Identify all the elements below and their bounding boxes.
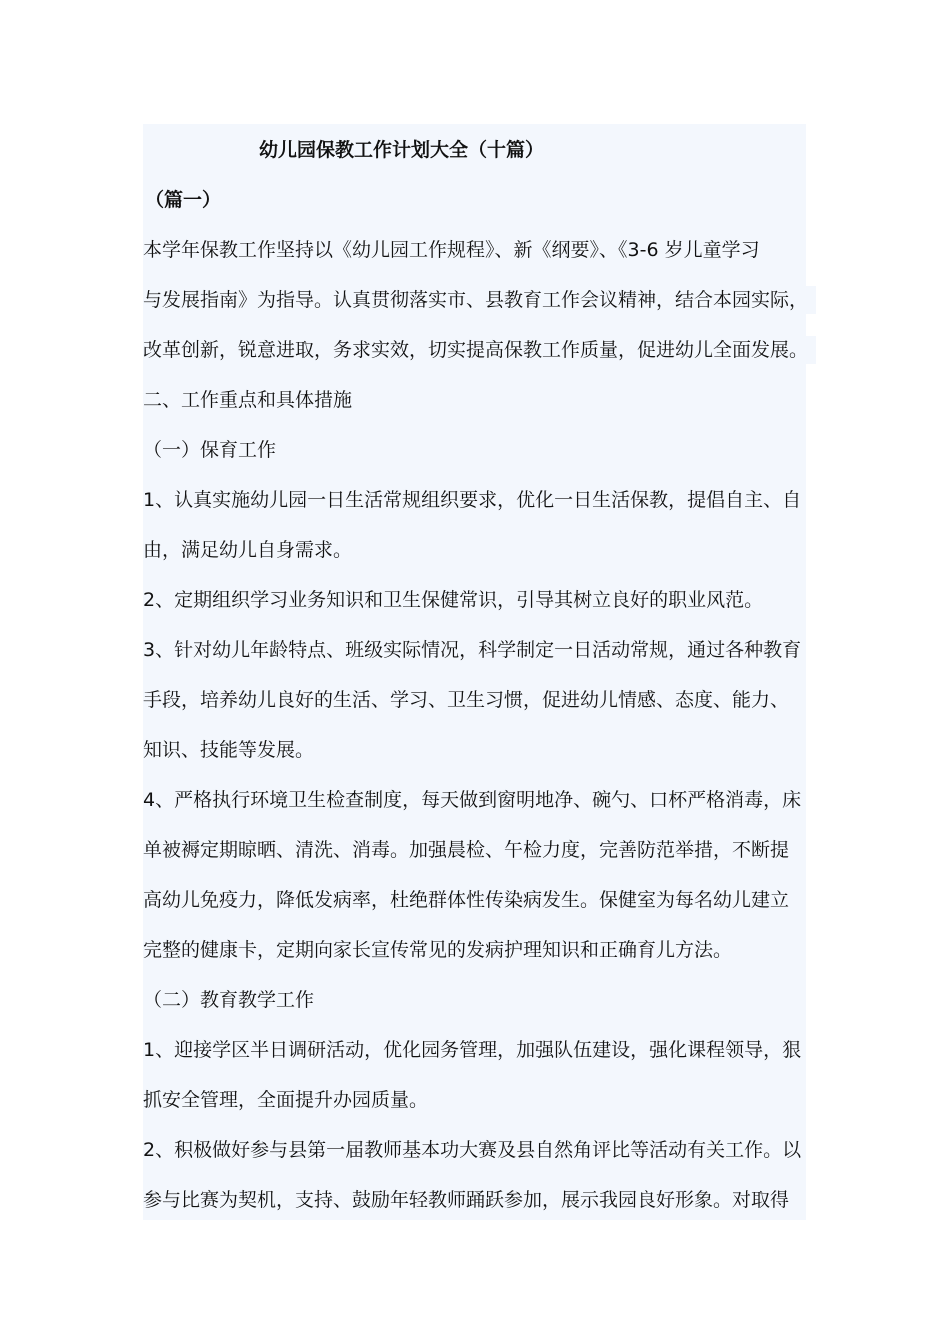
paragraph-line: 与发展指南》为指导。认真贯彻落实市、县教育工作会议精神，结合本园实际， <box>143 286 816 314</box>
paragraph-line: 2、积极做好参与县第一届教师基本功大赛及县自然角评比等活动有关工作。以 <box>143 1139 802 1161</box>
document-title: 幼儿园保教工作计划大全（十篇） <box>259 139 545 161</box>
paragraph-line: 单被褥定期晾晒、清洗、消毒。加强晨检、午检力度，完善防范举措，不断提 <box>143 839 790 861</box>
paragraph-line: 3、针对幼儿年龄特点、班级实际情况，科学制定一日活动常规，通过各种教育 <box>143 639 802 661</box>
paragraph-line: 参与比赛为契机，支持、鼓励年轻教师踊跃参加，展示我园良好形象。对取得 <box>143 1189 790 1211</box>
section-label: （篇一） <box>145 189 222 211</box>
paragraph-line: 4、严格执行环境卫生检查制度，每天做到窗明地净、碗勺、口杯严格消毒，床 <box>143 789 802 811</box>
paragraph-line: 手段，培养幼儿良好的生活、学习、卫生习惯，促进幼儿情感、态度、能力、 <box>143 689 790 711</box>
section-heading: 二、工作重点和具体措施 <box>143 389 353 411</box>
document-body <box>143 124 809 1220</box>
subsection-heading: （一）保育工作 <box>143 439 277 461</box>
paragraph-line: 2、定期组织学习业务知识和卫生保健常识，引导其树立良好的职业风范。 <box>143 589 764 611</box>
paragraph-line: 由，满足幼儿自身需求。 <box>143 539 353 561</box>
paragraph-line: 本学年保教工作坚持以《幼儿园工作规程》、新《纲要》、《3-6 岁儿童学习 <box>143 239 760 261</box>
paragraph-line: 1、认真实施幼儿园一日生活常规组织要求，优化一日生活保教，提倡自主、自 <box>143 489 802 511</box>
paragraph-line: 高幼儿免疫力，降低发病率，杜绝群体性传染病发生。保健室为每名幼儿建立 <box>143 889 790 911</box>
paragraph-line: 抓安全管理，全面提升办园质量。 <box>143 1089 429 1111</box>
paragraph-line: 1、迎接学区半日调研活动，优化园务管理，加强队伍建设，强化课程领导，狠 <box>143 1039 802 1061</box>
paragraph-line: 改革创新，锐意进取，务求实效，切实提高保教工作质量，促进幼儿全面发展。 <box>143 336 816 364</box>
paragraph-line: 知识、技能等发展。 <box>143 739 315 761</box>
paragraph-line: 完整的健康卡，定期向家长宣传常见的发病护理知识和正确育儿方法。 <box>143 939 733 961</box>
subsection-heading: （二）教育教学工作 <box>143 989 315 1011</box>
